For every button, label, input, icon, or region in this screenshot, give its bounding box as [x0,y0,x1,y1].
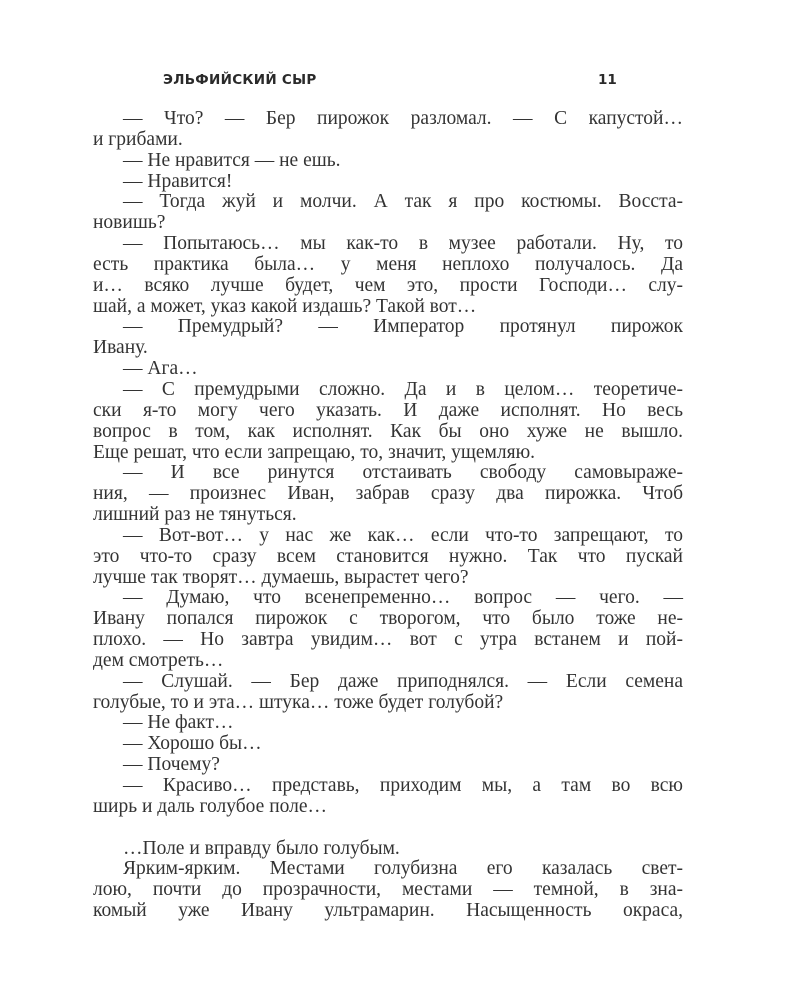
text-line: …Поле и вправду было голубым. [123,837,400,859]
text-line: — Тогда жуй и молчи. А так я про костюмы. Восста- [123,191,683,213]
paragraph [93,588,683,671]
text-line: это что-то сразу всем становится нужно. Так что пускай [93,545,683,567]
paragraph [93,755,683,776]
text-line: — Не факт… [123,712,234,734]
paragraph [93,776,683,818]
text-line: — Думаю, что всенепременно… вопрос — чего. — [123,587,683,609]
text-line: — Красиво… представь, приходим мы, а там во всю [123,775,683,796]
blank-line [93,818,683,839]
text-line: — Премудрый? — Император протянул пирожок [123,316,683,338]
text-line: — Хорошо бы… [123,733,262,755]
text-line: и… всяко лучше будет, чем это, прости Господи… слу- [93,274,683,296]
section-break [93,818,683,839]
text-line: новишь? [93,212,166,234]
paragraph [93,359,683,380]
text-line: лишний раз не тянуться. [93,504,297,526]
text-line: ски я-то могу чего указать. И даже исполнят. Но весь [93,399,683,421]
text-line: вопрос в том, как исполнят. Как бы оно хуже не вышло. [93,420,683,442]
paragraph [93,192,683,234]
text-line: ширь и даль голубое поле… [93,795,328,817]
paragraph [93,463,683,526]
text-line: — Ага… [123,358,198,380]
body-text [93,109,683,922]
text-line: есть практика была… у меня неплохо получалось. Да [93,253,683,275]
text-line: голубые, то и эта… штука… тоже будет голубой? [93,691,504,713]
text-line: шай, а может, указ какой издашь? Такой вот… [93,295,477,317]
paragraph [93,839,683,860]
running-head-title: ЭЛЬФИЙСКИЙ СЫР [163,72,317,88]
paragraph [93,380,683,463]
paragraph [93,526,683,589]
text-line: — С премудрыми сложно. Да и в целом… теоретиче- [123,378,683,400]
text-line: — Не нравится — не ешь. [123,149,341,171]
text-line: — Почему? [123,754,220,776]
paragraph [93,172,683,193]
text-line: Ярким-ярким. Местами голубизна его казалась свет- [123,858,683,880]
paragraph [93,713,683,734]
text-line: Ивану. [93,337,148,359]
paragraph [93,734,683,755]
text-line: Ивану попался пирожок с творогом, что было тоже не- [93,608,683,630]
paragraph [93,672,683,714]
text-line: — Попытаюсь… мы как-то в музее работали. Ну, то [123,233,683,255]
text-line: — Слушай. — Бер даже приподнялся. — Если семена [123,670,683,692]
paragraph [93,151,683,172]
paragraph [93,234,683,317]
text-line: Еще решат, что если запрещаю, то, значит, ущемляю. [93,441,536,463]
page-number: 11 [598,72,617,88]
text-line: дем смотреть… [93,649,224,671]
text-line: ния, — произнес Иван, забрав сразу два пирожка. Чтоб [93,483,683,505]
text-line: — Вот-вот… у нас же как… если что-то запрещают, то [123,524,683,546]
paragraph [93,109,683,151]
text-line: комый уже Ивану ультрамарин. Насыщенность окраса, [93,900,683,922]
text-line: и грибами. [93,128,183,150]
text-line: — Нравится! [123,170,233,192]
text-line: плохо. — Но завтра увидим… вот с утра встанем и пой- [93,629,683,651]
text-line: — И все ринутся отстаивать свободу самовыраже- [123,462,683,484]
paragraph [93,317,683,359]
text-line: — Что? — Бер пирожок разломал. — С капустой… [123,108,683,129]
text-line: лою, почти до прозрачности, местами — темной, в зна- [93,879,683,901]
paragraph [93,859,683,922]
text-line: лучше так творят… думаешь, вырастет чего? [93,566,469,588]
